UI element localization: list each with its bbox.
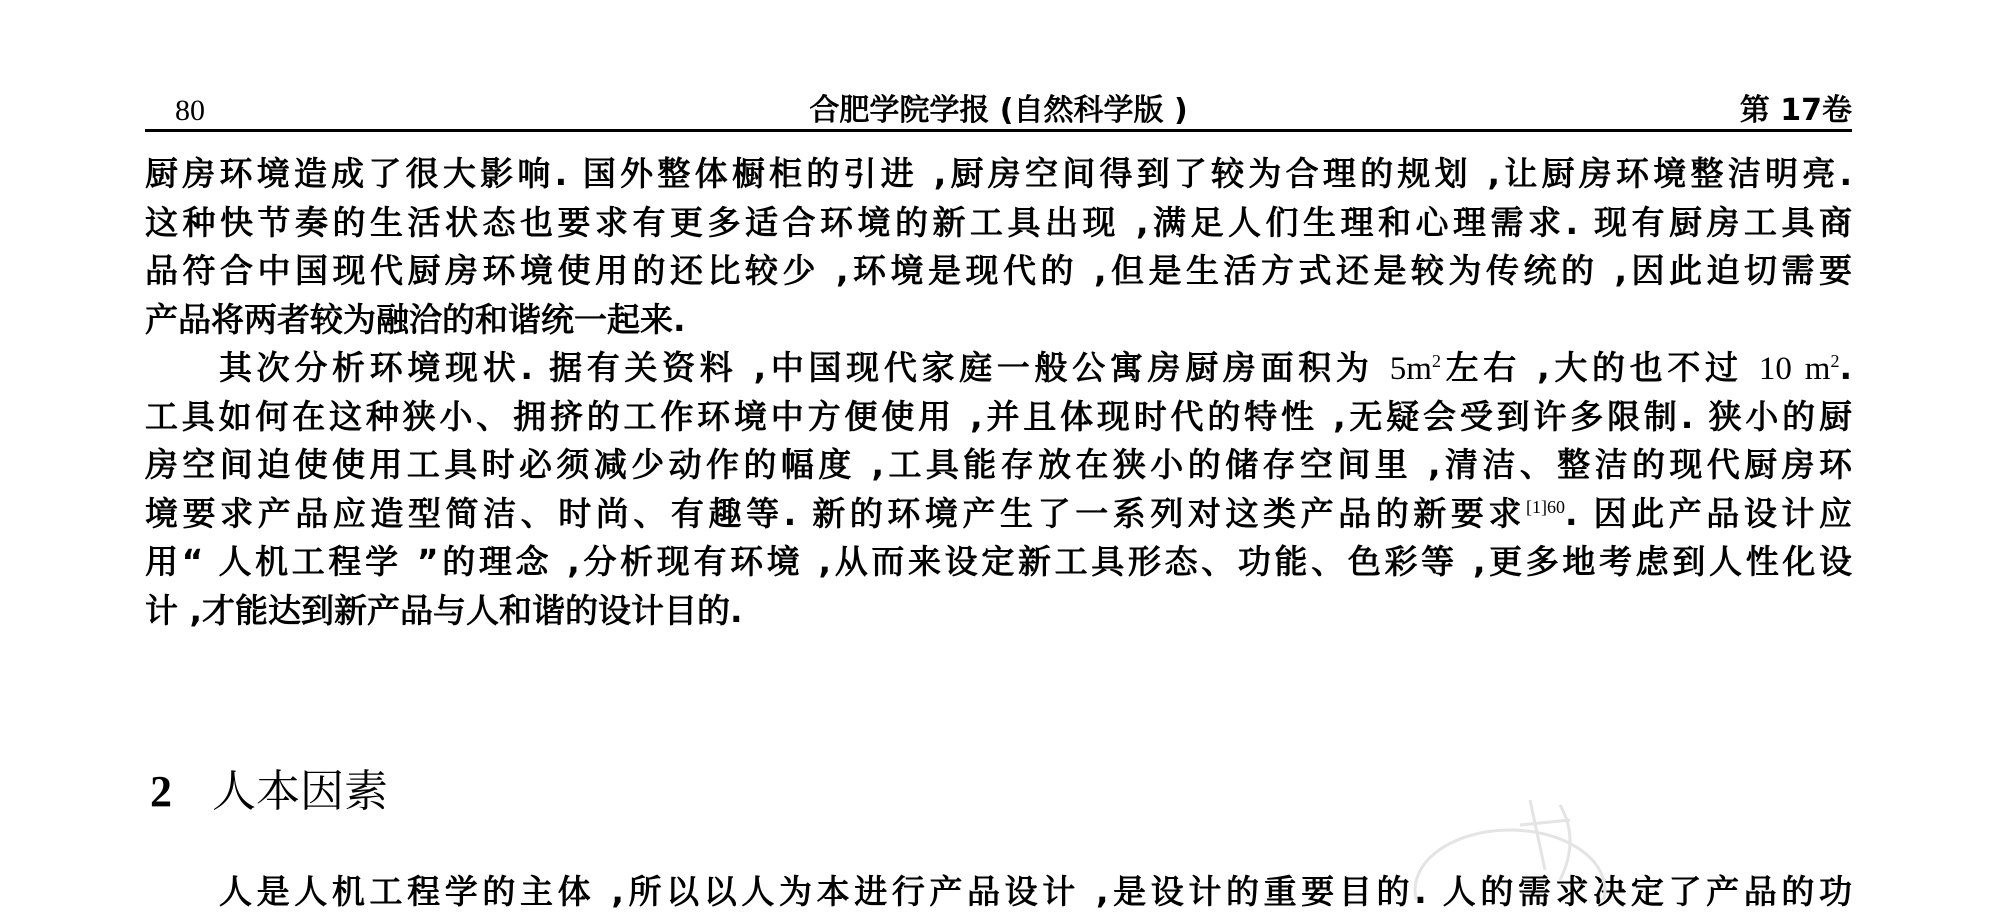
paragraph-2 <box>145 344 1852 635</box>
text-run: 境要求产品应造型简洁、时尚、有趣等. 新的环境产生了一系列对这类产品的新要求 <box>145 493 1526 533</box>
running-header <box>145 88 1852 132</box>
paragraph-2-line: 房空间迫使使用工具时必须减少动作的幅度 ,工具能存放在狭小的储存空间里 ,清洁、整洁的现代厨房环 <box>145 445 1852 484</box>
area-small: 5m <box>1389 351 1432 387</box>
paragraph-2-line: 工具如何在这种狭小、拥挤的工作环境中方便使用 ,并且体现时代的特性 ,无疑会受到许多限制. 狭小的厨 <box>145 396 1852 436</box>
text-run: . 因此产品设计应 <box>1565 493 1852 533</box>
superscript-2: 2 <box>1431 351 1441 371</box>
paragraph-1-line: 产品将两者较为融洽的和谐统一起来. <box>145 299 686 339</box>
paragraph-1 <box>145 150 1852 344</box>
paragraph-2-line: 计 ,才能达到新产品与人和谐的设计目的. <box>145 590 743 630</box>
volume-label: 第 17卷 <box>1739 93 1852 128</box>
section-number: 2 <box>150 767 172 816</box>
text-run: 其次分析环境现状. 据有关资料 ,中国现代家庭一般公寓房厨房面积为 <box>219 348 1390 387</box>
area-large: 10 m <box>1758 351 1831 387</box>
journal-title: 合肥学院学报 (自然科学版 ) <box>809 93 1188 128</box>
paragraph-2-line: 用“ 人机工程学 ”的理念 ,分析现有环境 ,从而来设定新工具形态、功能、色彩等 ,更多地考虑到人性化设 <box>145 542 1852 581</box>
paragraph-1-line: 这种快节奏的生活状态也要求有更多适合环境的新工具出现 ,满足人们生理和心理需求. 现有厨房工具商 <box>145 202 1852 242</box>
paragraph-2-line <box>145 344 1852 393</box>
superscript-2: 2 <box>1830 351 1840 371</box>
section-heading <box>150 762 388 822</box>
citation: [1]60 <box>1526 496 1565 517</box>
text-run: 左右 ,大的也不过 <box>1440 348 1759 387</box>
text-run: . <box>1839 348 1852 387</box>
paragraph-1-line: 品符合中国现代厨房环境使用的还比较少 ,环境是现代的 ,但是生活方式还是较为传统的 ,因此迫切需要 <box>145 251 1852 290</box>
watermark-logo-icon <box>1410 780 1610 900</box>
paragraph-2-line <box>145 490 1852 539</box>
paragraph-1-line: 厨房环境造成了很大影响. 国外整体橱柜的引进 ,厨房空间得到了较为合理的规划 ,让厨房环境整洁明亮. <box>145 154 1852 193</box>
paragraph-3-line: 人是人机工程学的主体 ,所以以人为本进行产品设计 ,是设计的重要目的. 人的需求决定了产品的功 <box>219 872 1852 911</box>
page-number: 80 <box>175 94 205 127</box>
section-title: 人本因素 <box>212 766 388 817</box>
